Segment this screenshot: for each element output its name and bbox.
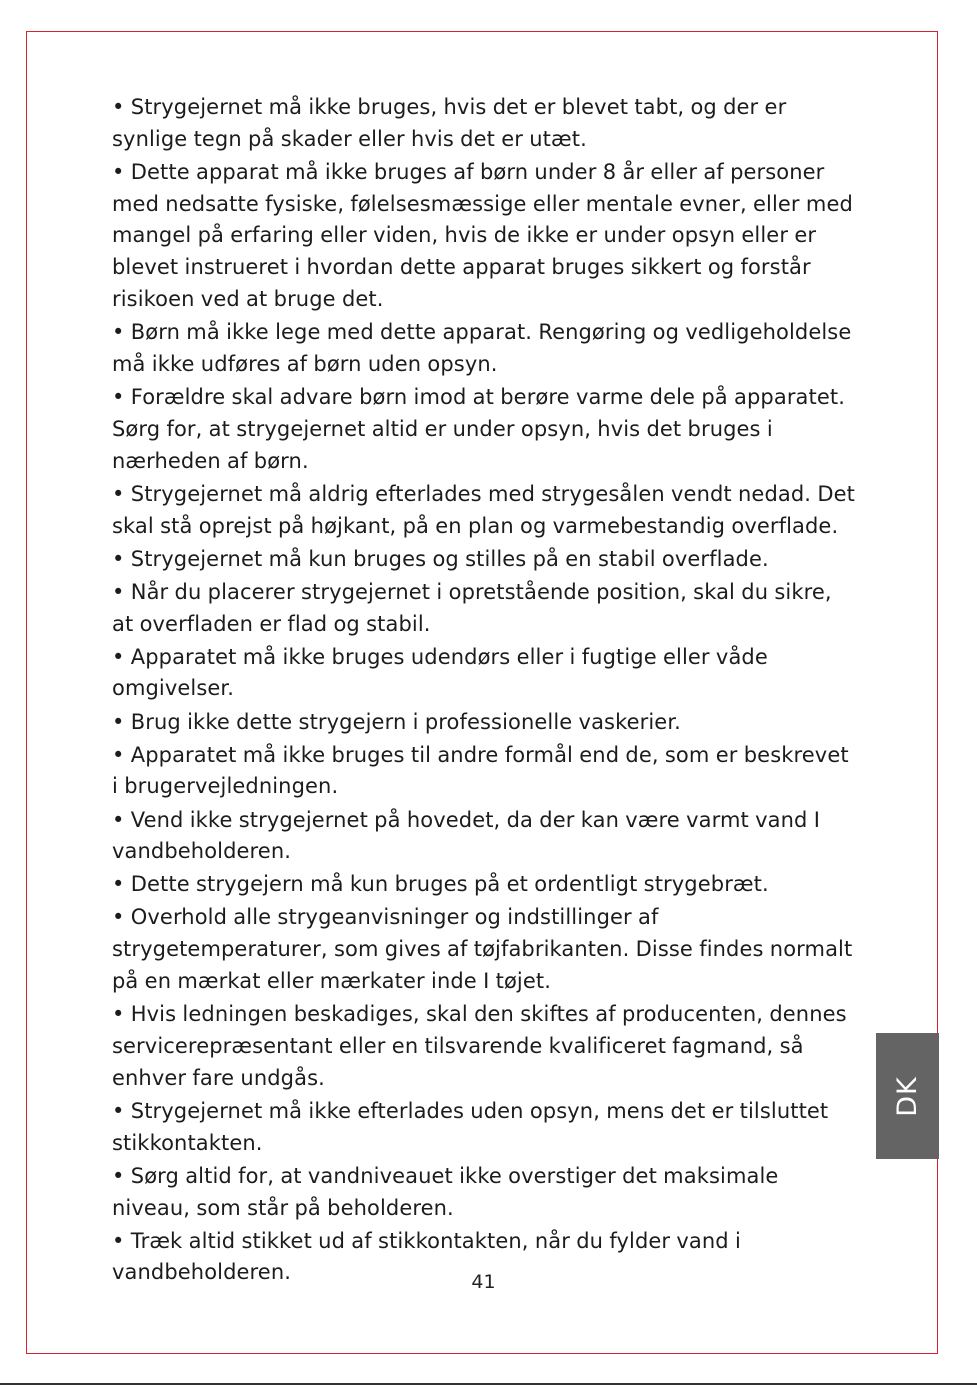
list-item: • Børn må ikke lege med dette apparat. Rengøring og vedligeholdelse må ikke udføres af børn uden opsyn.	[112, 320, 852, 376]
list-item: • Overhold alle strygeanvisninger og indstillinger af strygetemperaturer, som gives af tøjfabrikanten. Disse findes normalt på en mærkat eller mærkater inde I tøjet.	[112, 905, 853, 994]
page-number: 41	[471, 1271, 496, 1293]
bottom-divider	[0, 1383, 977, 1385]
language-tab-label: DK	[892, 1075, 923, 1117]
list-item: • Vend ikke strygejernet på hovedet, da der kan være varmt vand I vandbeholderen.	[112, 807, 821, 864]
list-item: • Apparatet må ikke bruges udendørs eller i fugtige eller våde omgivelser.	[112, 644, 768, 701]
list-item: • Sørg altid for, at vandniveauet ikke overstiger det maksimale niveau, som står på beholderen.	[112, 1163, 779, 1220]
list-item: • Dette apparat må ikke bruges af børn under 8 år eller af personer med nedsatte fysiske, følelsesmæssige eller mentale evner, eller med mangel på erfaring eller viden, hvis de ikke er under opsyn eller er blevet instrueret i hvordan dette apparat bruges sikkert og forstår risikoen ved at bruge det.	[112, 159, 853, 312]
list-item: • Når du placerer strygejernet i opretstående position, skal du sikre, at overfladen er flad og stabil.	[112, 579, 832, 636]
list-item: • Træk altid stikket ud af stikkontakten, når du fylder vand i vandbeholderen.	[112, 1228, 741, 1285]
list-item: • Strygejernet må aldrig efterlades med strygesålen vendt nedad. Det skal stå oprejst på højkant, på en plan og varmebestandig overflade.	[112, 481, 855, 538]
list-item: • Forældre skal advare børn imod at berøre varme dele på apparatet. Sørg for, at strygejernet altid er under opsyn, hvis det bruges i nærheden af børn.	[112, 385, 845, 473]
list-item: • Strygejernet må ikke efterlades uden opsyn, mens det er tilsluttet stikkontakten.	[112, 1098, 829, 1155]
list-item: • Apparatet må ikke bruges til andre formål end de, som er beskrevet i brugervejledningen.	[112, 742, 849, 799]
language-tab	[876, 1033, 939, 1159]
list-item: • Hvis ledningen beskadiges, skal den skiftes af producenten, dennes servicerepræsentant eller en tilsvarende kvalificeret fagmand, så enhver fare undgås.	[112, 1002, 847, 1090]
list-item: • Strygejernet må kun bruges og stilles på en stabil overflade.	[112, 546, 769, 571]
list-item: • Dette strygejern må kun bruges på et ordentligt strygebræt.	[112, 872, 769, 897]
list-item: • Brug ikke dette strygejern i professionelle vaskerier.	[112, 709, 681, 734]
list-item: • Strygejernet må ikke bruges, hvis det er blevet tabt, og der er synlige tegn på skader eller hvis det er utæt.	[112, 95, 787, 151]
safety-instructions-list	[112, 92, 857, 1291]
